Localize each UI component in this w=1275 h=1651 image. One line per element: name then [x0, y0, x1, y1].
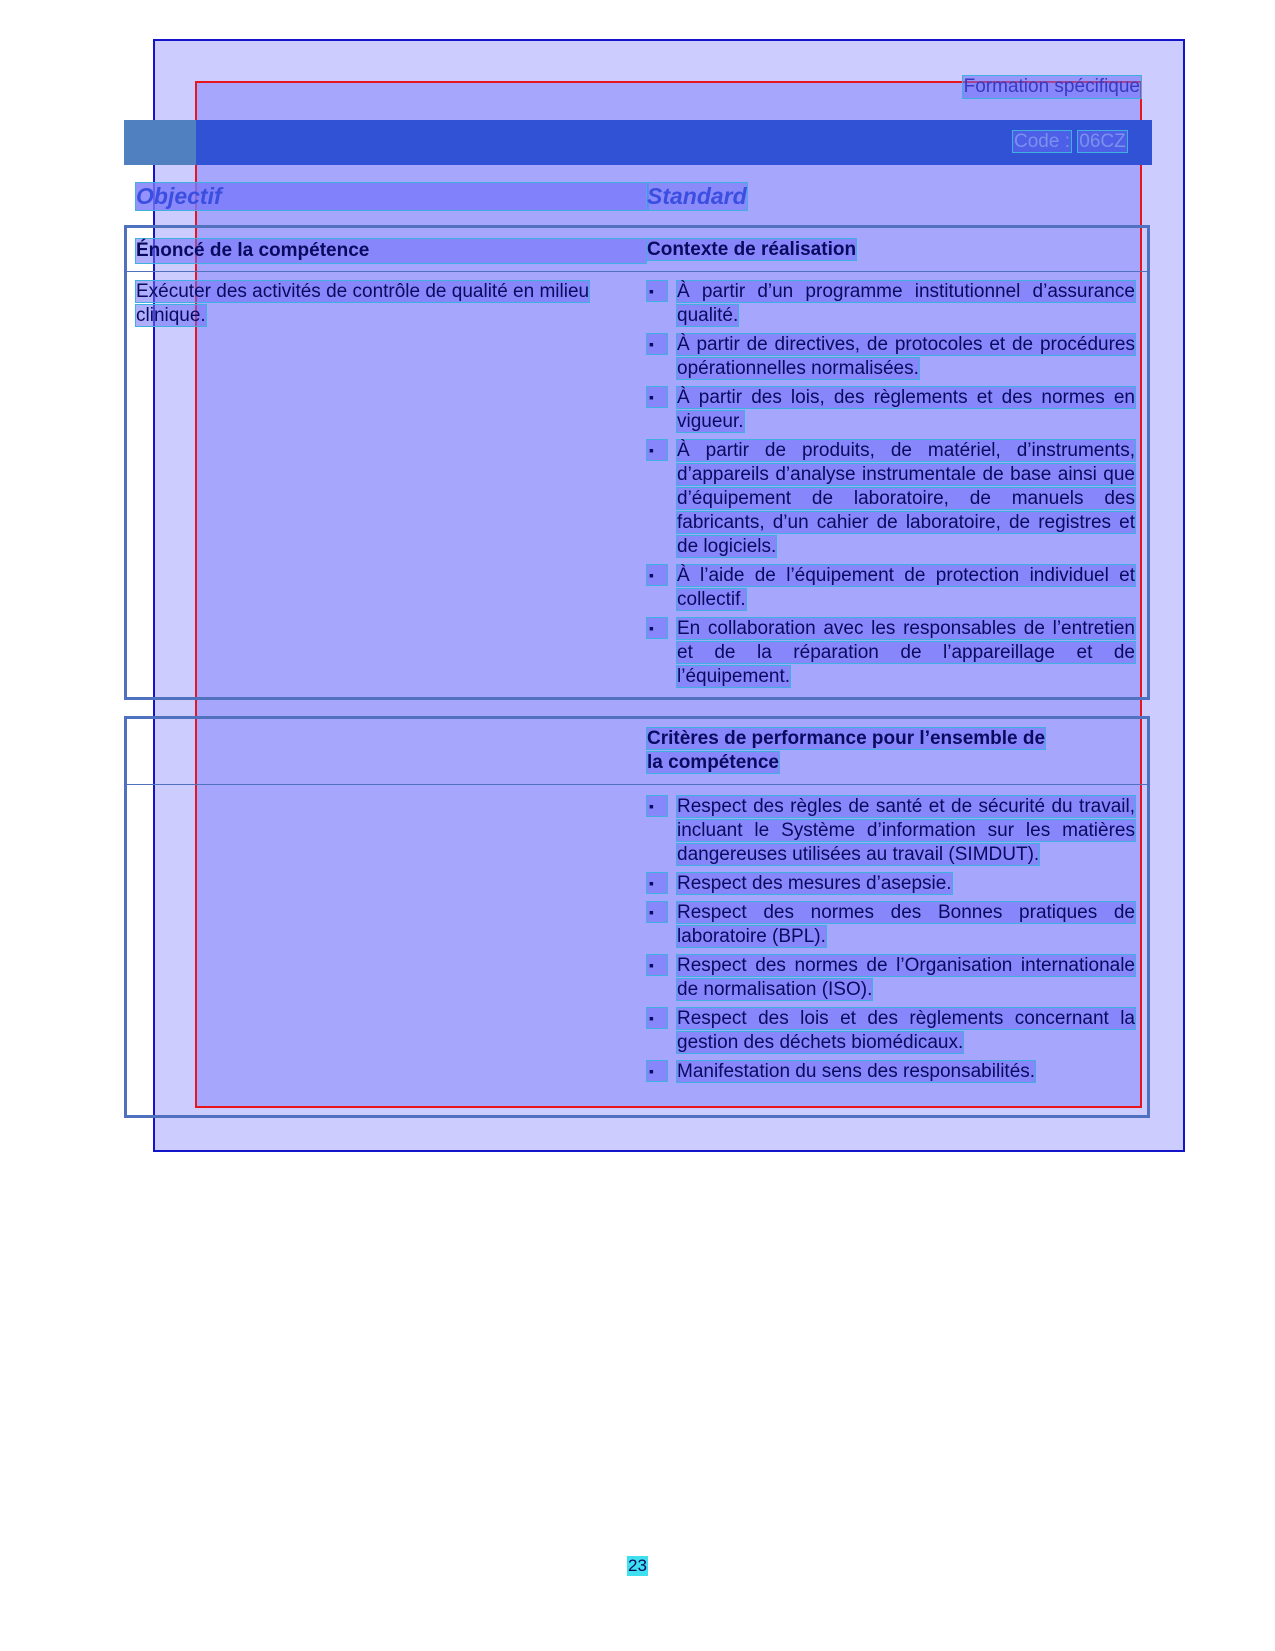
bullet-icon: ▪	[646, 386, 668, 408]
list-item	[646, 1007, 1136, 1055]
bullet-icon: ▪	[646, 1060, 668, 1082]
list-item	[646, 872, 1136, 896]
list-item-text: À partir de produits, de matériel, d’instruments, d’appareils d’analyse instrumentale de base ainsi que d’équipement de laboratoire, de manuels des fabricants, d’un cahier de laboratoire, de registres et de logiciels.	[677, 440, 1135, 557]
list-item	[646, 1060, 1136, 1084]
list-item	[646, 954, 1136, 1002]
bullet-icon: ▪	[646, 617, 668, 639]
list-item-text: Respect des normes de l’Organisation internationale de normalisation (ISO).	[677, 955, 1135, 1000]
code-label-text: Code :	[1014, 131, 1070, 152]
page-number: 23	[628, 1556, 647, 1575]
bullet-icon: ▪	[646, 280, 668, 302]
standard-heading: Standard	[647, 183, 747, 209]
list-item-text: En collaboration avec les responsables de l’entretien et de la réparation de l’appareillage et de l’équipement.	[677, 618, 1135, 687]
performance-table-divider	[124, 784, 1150, 785]
enonce-text-content: Exécuter des activités de contrôle de qualité en milieu clinique.	[136, 281, 590, 326]
competence-table-divider	[124, 271, 1150, 272]
bullet-icon: ▪	[646, 564, 668, 586]
code-value: 06CZ	[1079, 131, 1126, 152]
bullet-icon: ▪	[646, 333, 668, 355]
criteres-list	[646, 795, 1136, 1089]
contexte-heading	[646, 238, 857, 262]
list-item-text: Respect des mesures d’asepsie.	[677, 873, 952, 894]
list-item-text: À partir des lois, des règlements et des normes en vigueur.	[677, 387, 1135, 432]
formation-title: Formation spécifique	[963, 76, 1140, 97]
list-item-text: Respect des règles de santé et de sécurité du travail, incluant le Système d’information sur les matières dangereuses utilisées au travail (SIMDUT).	[677, 796, 1135, 865]
list-item	[646, 386, 1136, 434]
list-item-text: À l’aide de l’équipement de protection individuel et collectif.	[677, 565, 1135, 610]
header-accent	[124, 120, 196, 165]
list-item-text: Respect des lois et des règlements concernant la gestion des déchets biomédicaux.	[677, 1008, 1135, 1053]
contexte-heading-text: Contexte de réalisation	[647, 239, 857, 260]
list-item	[646, 564, 1136, 612]
bullet-icon: ▪	[646, 439, 668, 461]
enonce-heading-text: Énoncé de la compétence	[135, 238, 647, 264]
code-label	[1012, 131, 1128, 153]
bullet-icon: ▪	[646, 954, 668, 976]
list-item	[646, 280, 1136, 328]
enonce-text	[135, 280, 655, 328]
list-item-text: Respect des normes des Bonnes pratiques de laboratoire (BPL).	[677, 902, 1135, 947]
header-band	[124, 120, 1152, 165]
bullet-icon: ▪	[646, 872, 668, 894]
list-item-text: À partir de directives, de protocoles et de procédures opérationnelles normalisées.	[677, 334, 1135, 379]
bullet-icon: ▪	[646, 901, 668, 923]
list-item	[646, 439, 1136, 559]
list-item	[646, 617, 1136, 689]
list-item	[646, 901, 1136, 949]
contexte-list	[646, 280, 1136, 694]
criteres-heading-text: Critères de performance pour l’ensemble de la compétence	[647, 728, 1046, 773]
criteres-heading	[646, 727, 1056, 775]
list-item	[646, 795, 1136, 867]
objectif-heading: Objectif	[135, 182, 649, 211]
bullet-icon: ▪	[646, 1007, 668, 1029]
enonce-heading	[135, 238, 647, 264]
list-item	[646, 333, 1136, 381]
bullet-icon: ▪	[646, 795, 668, 817]
list-item-text: À partir d’un programme institutionnel d’assurance qualité.	[677, 281, 1135, 326]
list-item-text: Manifestation du sens des responsabilités.	[677, 1061, 1036, 1082]
